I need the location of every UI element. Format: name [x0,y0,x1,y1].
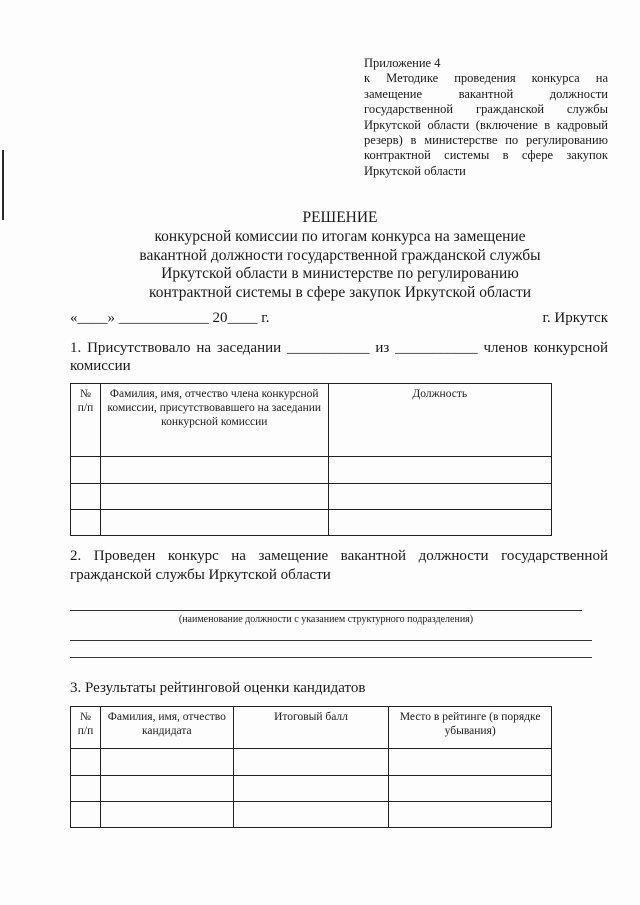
table-row [71,457,552,484]
column-header: Должность [328,384,551,457]
table-row [71,749,552,776]
table-header-row [71,384,552,457]
table-row [71,484,552,510]
appendix-text: к Методике проведения конкурса на замещение вакантной должности государственной гражданской службы Иркутской области (включение в кадровый резерв) в министерстве по регулированию контрактной системы в сфере закупок Иркутской области [364,71,608,178]
table-cell [328,510,551,536]
heading-line: конкурсной комиссии по итогам конкурса на замещение [154,227,526,245]
table-row [71,776,552,802]
candidate-rating-table [70,706,552,828]
table-cell [71,510,101,536]
table-cell [71,776,101,802]
heading-line: Иркутской области в министерстве по регулированию [161,265,519,283]
date-field: «____» ____________ 20____ г. [70,310,270,326]
table-cell [328,457,551,484]
heading-line: контрактной системы в сфере закупок Иркутской области [148,284,532,302]
table-cell [100,510,328,536]
column-header: Фамилия, имя, отчество члена конкурсной комиссии, присутствовавшего на заседании конкурсной комиссии [100,384,328,457]
column-header: Место в рейтинге (в порядке убывания) [389,707,552,749]
section2-text: 2. Проведен конкурс на замещение вакантной должности государственной гражданской службы Иркутской области [70,548,608,583]
date-line [70,310,608,330]
appendix-block [364,56,608,179]
table-row [71,802,552,828]
section3-text: 3. Результаты рейтинговой оценки кандидатов [70,680,366,696]
table-cell [233,776,389,802]
table-cell [71,749,101,776]
position-caption: (наименование должности с указанием структурного подразделения) [178,614,474,625]
table-cell [71,484,101,510]
fill-line [70,640,592,641]
table-cell [389,776,552,802]
appendix-title: Приложение 4 [364,56,441,70]
column-header: Фамилия, имя, отчество кандидата [100,707,233,749]
fill-line [70,657,592,658]
table-cell [100,749,233,776]
table-row [71,510,552,536]
table-cell [233,749,389,776]
heading-title: РЕШЕНИЕ [302,209,378,226]
table-cell [389,749,552,776]
table-cell [100,457,328,484]
table-cell [71,802,101,828]
column-header: № п/п [71,707,101,749]
commission-members-table [70,383,552,536]
column-header: Итоговый балл [233,707,389,749]
table-cell [100,776,233,802]
scan-edge-mark [2,150,4,220]
table-cell [71,457,101,484]
section1-text: 1. Присутствовало на заседании ___________ из ___________ членов конкурсной комиссии [70,340,608,374]
table-cell [389,802,552,828]
column-header: № п/п [71,384,101,457]
decision-heading [60,209,620,303]
table-header-row [71,707,552,749]
table-cell [328,484,551,510]
city-label: г. Иркутск [542,310,608,326]
heading-line: вакантной должности государственной гражданской службы [139,246,541,264]
position-name-line [70,610,582,611]
table-cell [100,802,233,828]
table-cell [100,484,328,510]
table-cell [233,802,389,828]
